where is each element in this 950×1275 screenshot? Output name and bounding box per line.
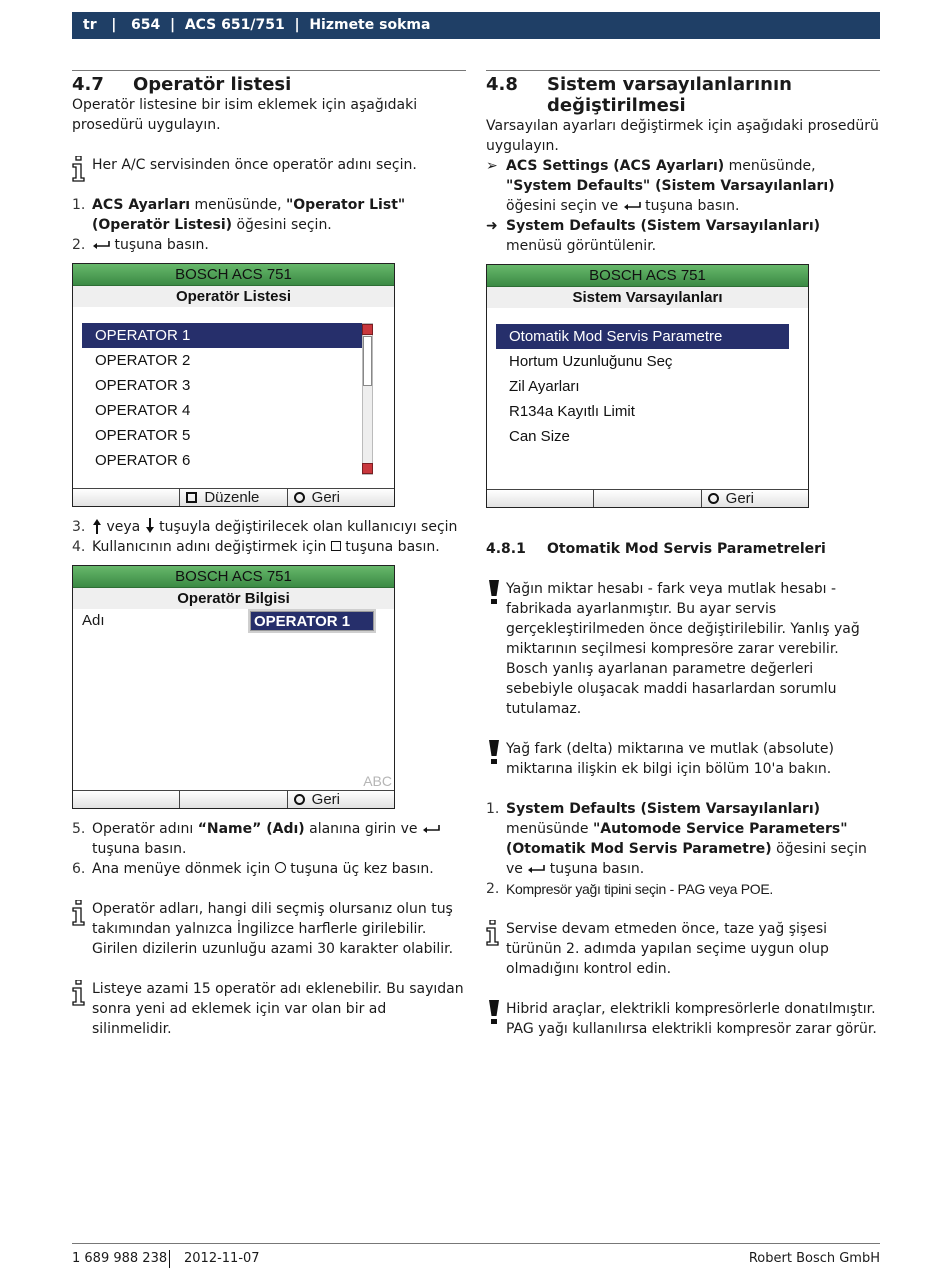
screen-title: Operatör Listesi	[73, 286, 394, 307]
footer-date: 2012-11-07	[184, 1251, 260, 1266]
info-note	[486, 919, 880, 979]
action-item: ➢ ACS Settings (ACS Ayarları) menüsünde, "System Defaults" (Sistem Varsayılanları) öğesini seçin ve tuşuna basın.	[486, 158, 835, 214]
circle-key-icon	[294, 794, 305, 805]
info-note-text: Her A/C servisinden önce operatör adını seçin.	[92, 157, 417, 173]
header-product: ACS 651/751	[184, 17, 285, 33]
screen-header: BOSCH ACS 751	[73, 264, 394, 286]
name-field[interactable]: OPERATOR 1	[250, 611, 374, 631]
scroll-down-button[interactable]	[362, 463, 373, 474]
page-footer	[72, 1243, 880, 1266]
step-list	[72, 195, 466, 255]
scrollbar[interactable]	[362, 323, 373, 475]
name-label: Adı	[82, 612, 105, 629]
step-list	[72, 819, 466, 879]
list-item[interactable]: Hortum Uzunluğunu Seç	[509, 353, 673, 370]
step-item: 1. ACS Ayarları menüsünde, "Operator List" (Operatör Listesi) öğesini seçin.	[72, 197, 406, 233]
list-item[interactable]: OPERATOR 1	[82, 323, 362, 348]
step-item: 2. Kompresör yağı tipini seçin - PAG veya POE.	[486, 881, 773, 897]
step-item: 2. tuşuna basın.	[72, 237, 209, 253]
enter-key-icon	[92, 240, 110, 250]
list-item[interactable]: R134a Kayıtlı Limit	[509, 403, 635, 420]
info-icon	[72, 980, 86, 1006]
softkey-back[interactable]: Geri	[287, 791, 394, 808]
header-page-number: 654	[130, 17, 161, 33]
section-rule	[486, 70, 880, 71]
list-item[interactable]: Can Size	[509, 428, 570, 445]
warning-icon	[488, 739, 500, 765]
list-item[interactable]: OPERATOR 6	[95, 452, 191, 469]
step-item: 4. Kullanıcının adını değiştirmek için tuşuna basın.	[72, 539, 440, 555]
circle-key-icon	[275, 862, 286, 873]
subsection-title: Otomatik Mod Servis Parametreleri	[547, 541, 826, 557]
info-note-text: Servise devam etmeden önce, taze yağ şişesi türünün 2. adımda yapılan seçime uygun olup olmadığını kontrol edin.	[506, 921, 829, 977]
section-heading-4-8	[486, 74, 880, 116]
warning-icon	[488, 579, 500, 605]
list-item[interactable]: OPERATOR 2	[95, 352, 191, 369]
intro-text: Varsayılan ayarları değiştirmek için aşağıdaki prosedürü uygulayın.	[486, 118, 879, 154]
softkey-1[interactable]	[73, 791, 179, 808]
part-number: 1 689 988 238	[72, 1251, 168, 1266]
result-item: ➜ System Defaults (Sistem Varsayılanları) menüsü görüntülenir.	[486, 218, 821, 254]
list-item[interactable]: OPERATOR 5	[95, 427, 191, 444]
info-note	[72, 979, 466, 1039]
square-key-icon	[186, 492, 197, 503]
step-item: 3. veya tuşuyla değiştirilecek olan kullanıcıyı seçin	[72, 519, 458, 535]
section-number: 4.8	[486, 74, 518, 95]
softkey-edit[interactable]: Düzenle	[179, 489, 286, 506]
softkey-1[interactable]	[73, 489, 179, 506]
action-arrow-icon: ➢	[486, 158, 498, 174]
header-chapter: Hizmete sokma	[309, 17, 431, 33]
section-number: 4.7	[72, 74, 104, 95]
warning-note	[486, 739, 880, 779]
company-name: Robert Bosch GmbH	[748, 1251, 880, 1266]
softkey-back[interactable]: Geri	[701, 490, 808, 507]
circle-key-icon	[294, 492, 305, 503]
warning-note-text: Yağ fark (delta) miktarına ve mutlak (absolute) miktarına ilişkin ek bilgi için bölüm 10'a bakın.	[506, 741, 834, 777]
subsection-number: 4.8.1	[486, 541, 526, 557]
intro-text: Operatör listesine bir isim eklemek için aşağıdaki prosedürü uygulayın.	[72, 97, 418, 133]
subsection-heading-4-8-1	[486, 539, 880, 559]
enter-key-icon	[422, 824, 440, 834]
list-item[interactable]: OPERATOR 4	[95, 402, 191, 419]
square-key-icon	[331, 541, 341, 551]
screen-header: BOSCH ACS 751	[487, 265, 808, 287]
softkey-back[interactable]: Geri	[287, 489, 394, 506]
footer-separator	[169, 1250, 170, 1268]
step-item: 6. Ana menüye dönmek için tuşuna üç kez basın.	[72, 861, 434, 877]
warning-note	[486, 579, 880, 719]
info-icon	[72, 900, 86, 926]
softkey-2[interactable]	[179, 791, 286, 808]
info-note	[72, 899, 466, 959]
step-item: 5. Operatör adını “Name” (Adı) alanına girin ve tuşuna basın.	[72, 819, 466, 859]
softkey-bar	[73, 488, 394, 506]
warning-note	[486, 999, 880, 1039]
info-note-text: Listeye azami 15 operatör adı eklenebilir. Bu sayıdan sonra yeni ad eklemek için var olan bir ad silinmelidir.	[92, 981, 464, 1037]
device-screen-system-defaults	[486, 264, 809, 508]
section-title: Sistem varsayılanlarının değiştirilmesi	[547, 74, 792, 116]
list-item[interactable]: OPERATOR 3	[95, 377, 191, 394]
screen-title: Operatör Bilgisi	[73, 588, 394, 609]
list-item[interactable]: Otomatik Mod Servis Parametre	[496, 324, 789, 349]
softkey-bar	[73, 790, 394, 808]
softkey-2[interactable]	[593, 490, 700, 507]
abc-indicator: ABC	[363, 773, 392, 789]
screen-header: BOSCH ACS 751	[73, 566, 394, 588]
info-note-text: Operatör adları, hangi dili seçmiş olursanız olun tuş takımından yalnızca İngilizce harflerle girilebilir. Girilen dizilerin uzunluğu azami 30 karakter olabilir.	[92, 901, 454, 957]
header-lang: tr	[83, 17, 97, 33]
warning-note-text: Hibrid araçlar, elektrikli kompresörlerle donatılmıştır. PAG yağı kullanılırsa elektrikli kompresör zarar görür.	[506, 1001, 877, 1037]
section-heading-4-7	[72, 74, 466, 95]
device-screen-operator-list	[72, 263, 395, 507]
device-screen-operator-info	[72, 565, 395, 809]
screen-title: Sistem Varsayılanları	[487, 287, 808, 308]
softkey-bar	[487, 489, 808, 507]
circle-key-icon	[708, 493, 719, 504]
right-column	[486, 70, 880, 1039]
info-note	[72, 155, 466, 175]
scroll-up-button[interactable]	[362, 324, 373, 335]
list-item[interactable]: Zil Ayarları	[509, 378, 580, 395]
softkey-1[interactable]	[487, 490, 593, 507]
left-column	[72, 70, 466, 1039]
section-title: Operatör listesi	[133, 74, 292, 95]
enter-key-icon	[623, 201, 641, 211]
warning-icon	[488, 999, 500, 1025]
step-item: 1. System Defaults (Sistem Varsayılanları) menüsünde "Automode Service Parameters" (Otomatik Mod Servis Parametre) öğesini seçin ve tuşuna basın.	[486, 801, 867, 877]
section-rule	[72, 70, 466, 71]
warning-note-text: Yağın miktar hesabı - fark veya mutlak hesabı - fabrikada ayarlanmıştır. Bu ayar servis gerçekleştirilmeden önce değiştirilebilir. Yanlış yağ miktarının seçilmesi kompresöre zarar verebilir. Bosch yanlış ayarlanan parametre değerleri sebebiyle oluşacak maddi hasarlardan sorumlu tutulamaz.	[506, 581, 860, 717]
step-list	[486, 799, 880, 899]
up-arrow-key-icon	[92, 518, 102, 534]
info-icon	[72, 156, 86, 182]
enter-key-icon	[527, 864, 545, 874]
down-arrow-key-icon	[145, 518, 155, 534]
info-icon	[486, 920, 500, 946]
running-header: tr | 654 | ACS 651/751 | Hizmete sokma	[72, 12, 880, 39]
scroll-thumb[interactable]	[363, 336, 372, 386]
step-list	[72, 517, 466, 557]
result-arrow-icon: ➜	[486, 218, 498, 234]
